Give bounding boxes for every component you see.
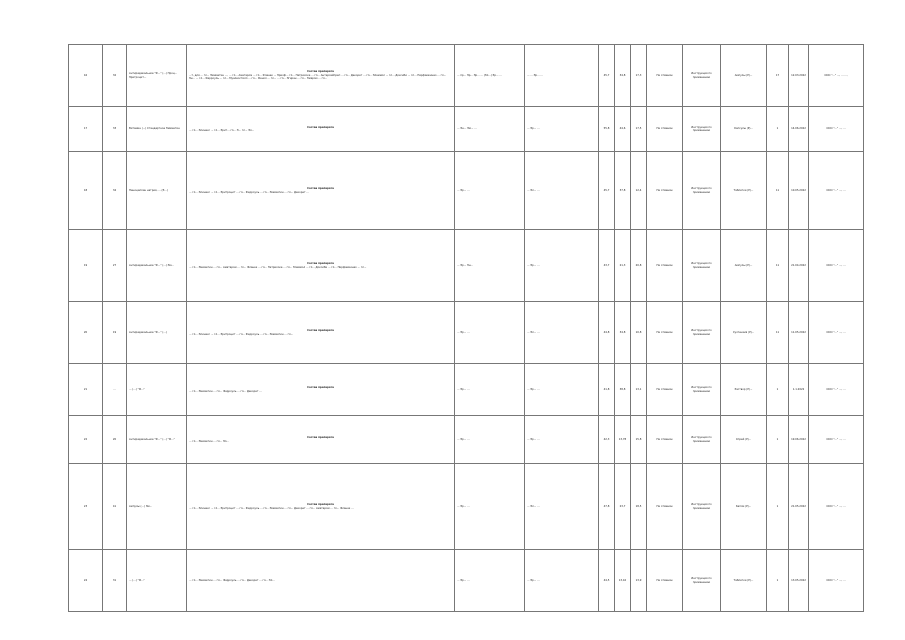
drug-registry-table [68,44,864,612]
contraindications-text-cell [525,550,599,612]
owner-text: ООО "..." ..., ... [826,387,846,391]
document-type: Инструкция по применению [691,436,712,443]
registration-date: 21.05.2022 [791,504,806,508]
quantity: 11 [775,263,780,267]
value-1-cell [599,464,615,550]
document-page [68,44,848,584]
drug-name-cell [127,107,187,152]
status-text-cell [647,107,683,152]
document-type-cell [683,364,721,416]
dosage-form: Капли (Р)... [735,504,752,508]
owner-text: ООО "..." ..., ... ..., [824,73,848,77]
quantity: 11 [775,330,780,334]
value-2-cell [615,45,631,107]
value-1-cell [599,364,615,416]
registration-date-cell [789,107,809,152]
contraindications-text-cell [525,230,599,302]
status-text: Не отменён [656,387,673,391]
status-text: Не отменён [656,127,673,131]
status-text-cell [647,550,683,612]
value-2-cell [615,107,631,152]
indications-text-cell [455,464,525,550]
indications-text: ... Эр... Эн... [457,263,474,267]
document-type: Инструкция по применению [691,187,712,194]
composition-title: Состав препарата [307,125,334,129]
document-type-cell [683,230,721,302]
composition-text-cell [187,230,455,302]
drug-name-cell [127,230,187,302]
owner-text: ООО "..." ..., ... [826,504,846,508]
document-type: Инструкция по применению [691,386,712,393]
quantity: 1 [776,437,779,441]
table-row [69,45,864,107]
row-number-cell [69,45,103,107]
registration-date-cell [789,152,809,230]
row-number: 21 [83,387,88,391]
value-2: 13,78 [618,437,627,441]
table-row [69,302,864,364]
row-number-cell [69,302,103,364]
quantity: 17 [775,73,780,77]
drug-name: Антирадикальное "Ф..." (...) Эм... [129,263,174,267]
drug-name: Ампулы (...) Эм... [129,504,153,508]
owner-text: ООО "..." ..., ... [826,437,846,441]
status-text-cell [647,464,683,550]
row-number: 18 [83,188,88,192]
value-1: 47,8 [603,504,610,508]
registration-date-cell [789,230,809,302]
dosage-form-cell [721,550,767,612]
value-1-cell [599,550,615,612]
composition-title: Состав препарата [307,329,334,333]
value-1: 55,8 [603,127,610,131]
row-id: 41 [112,504,117,508]
composition-text-cell [187,302,455,364]
quantity-cell [767,464,789,550]
value-3: 13,9 [635,578,642,582]
document-type: Инструкция по применению [691,329,712,336]
composition-title: Состав препарата [307,70,334,74]
value-2: 37,8 [619,188,626,192]
indications-text: ... Эр... ... [457,437,470,441]
value-2-cell [615,550,631,612]
composition-text-cell [187,152,455,230]
owner-text: ООО "..." ..., ... [826,127,846,131]
owner-text: ООО "..." ..., ... [826,188,846,192]
status-text: Не отменён [656,188,673,192]
value-1-cell [599,302,615,364]
registration-date-cell [789,464,809,550]
row-id-cell [103,464,127,550]
dosage-form: Таблетки (Р)... [733,578,754,582]
composition-title: Состав препарата [307,386,334,390]
quantity-cell [767,152,789,230]
row-number: 19 [83,263,88,267]
quantity-cell [767,230,789,302]
dosage-form-cell [721,45,767,107]
registration-date: 14.06.2022 [791,127,806,131]
status-text-cell [647,302,683,364]
value-2-cell [615,152,631,230]
indications-text-cell [455,230,525,302]
row-id-cell [103,550,127,612]
status-text: Не отменён [656,263,673,267]
quantity: 1 [776,504,779,508]
owner-text-cell [809,464,864,550]
value-1-cell [599,107,615,152]
row-number: 22 [83,437,88,441]
value-1-cell [599,152,615,230]
row-number-cell [69,230,103,302]
composition-text-cell [187,364,455,416]
contraindications-text-cell [525,107,599,152]
contraindications-text-cell [525,45,599,107]
document-type-cell [683,416,721,464]
indications-text-cell [455,550,525,612]
document-type: Инструкция по применению [691,577,712,584]
value-3: 17,5 [635,127,642,131]
value-2-cell [615,464,631,550]
dosage-form-cell [721,107,767,152]
composition-text: ... гл... Эмиметин ... гл... Ферроуль ... гл... Декорет ... [189,389,262,393]
indications-text: ... Эр... ... [457,578,470,582]
row-id-cell [103,302,127,364]
row-number-cell [69,416,103,464]
status-text: Не отменён [656,330,673,334]
value-3-cell [631,45,647,107]
drug-name-cell [127,364,187,416]
registration-date: 1.1.2022 [792,387,805,391]
dosage-form: Спрей (Р)... [735,437,752,441]
composition-title: Состав препарата [307,436,334,440]
row-id: 33 [112,127,117,131]
value-2-cell [615,230,631,302]
status-text-cell [647,45,683,107]
composition-text-cell [187,464,455,550]
contraindications-text-cell [525,152,599,230]
row-id: 32 [112,73,117,77]
composition-title: Состав препарата [307,187,334,191]
document-type-cell [683,302,721,364]
drug-name-cell [127,152,187,230]
value-3: 17,3 [635,73,642,77]
quantity-cell [767,45,789,107]
table-row [69,107,864,152]
row-id-cell [103,230,127,302]
indications-text-cell [455,45,525,107]
value-2: 38,8 [619,387,626,391]
table-row [69,550,864,612]
contraindications-text: ... ... Эр... ... [527,73,543,77]
dosage-form-cell [721,230,767,302]
row-id-cell [103,107,127,152]
registration-date-cell [789,550,809,612]
value-2: 23,7 [619,504,626,508]
owner-text: ООО "..." ..., ... [826,263,846,267]
registration-date-cell [789,302,809,364]
registration-date-cell [789,45,809,107]
row-id: 34 [112,188,117,192]
value-1: 41,8 [603,387,610,391]
drug-name: Пенициллин натрия, ... (Э...) [129,188,168,192]
value-1: 45,7 [603,73,610,77]
status-text: Не отменён [656,437,673,441]
owner-text: ООО "..." ..., ... [826,330,846,334]
dosage-form: Таблетки (Р)... [733,188,754,192]
value-2-cell [615,302,631,364]
status-text: Не отменён [656,504,673,508]
drug-name-cell [127,550,187,612]
row-number-cell [69,152,103,230]
value-2: 34,8 [619,73,626,77]
row-id: ... [113,387,116,391]
indications-text: ... пр... Эр... Эр... ... (Эл...) Эр... ... [457,73,502,77]
value-3: 12,4 [635,188,642,192]
quantity-cell [767,416,789,464]
row-id-cell [103,364,127,416]
status-text-cell [647,152,683,230]
value-3-cell [631,302,647,364]
value-1-cell [599,230,615,302]
composition-text: ... гл... Элинекс ... гл... Эритроцит ... гл... Ферроуль ... гл... Эмиметин ... гл... [189,332,294,336]
composition-text: ... гл... Эмиметин ... гл... Эл... [189,439,229,443]
quantity-cell [767,364,789,416]
document-type-cell [683,550,721,612]
quantity: 1 [776,127,779,131]
document-type-cell [683,107,721,152]
dosage-form-cell [721,416,767,464]
contraindications-text: ... Эл... ... [527,188,540,192]
row-number: 16 [83,73,88,77]
row-number: 20 [83,330,88,334]
drug-name: Антирадикальное "Ф..." (...) Проц... Эритроцит... [129,72,178,79]
table-row [69,416,864,464]
contraindications-text: ... Эр... ... [527,263,540,267]
value-1-cell [599,416,615,464]
value-3: 18,5 [635,504,642,508]
value-2-cell [615,416,631,464]
composition-text-cell [187,416,455,464]
owner-text: ООО "..." ..., ... [826,578,846,582]
value-1: 44,5 [603,578,610,582]
value-3: 20,8 [635,263,642,267]
registration-date-cell [789,364,809,416]
dosage-form: Ампулы (Р)... [734,73,753,77]
row-number: 24 [83,578,88,582]
drug-name-cell [127,45,187,107]
owner-text-cell [809,152,864,230]
quantity: 1 [776,387,779,391]
contraindications-text: ... Эр... ... [527,437,540,441]
value-1: 45,7 [603,188,610,192]
row-id-cell [103,416,127,464]
indications-text: ... Эр... ... [457,387,470,391]
owner-text-cell [809,230,864,302]
row-number: 23 [83,504,88,508]
row-id: 20 [112,437,117,441]
drug-name-cell [127,464,187,550]
dosage-form-cell [721,464,767,550]
row-number-cell [69,550,103,612]
row-id: 19 [112,330,117,334]
indications-text-cell [455,152,525,230]
drug-name: ... (...) "Ф..." [129,578,145,582]
document-type: Инструкция по применению [691,72,712,79]
table-row [69,364,864,416]
status-text: Не отменён [656,73,673,77]
composition-text: ...т, для ... гл... Эмиметин ..., ... гл... Аматаром ... гл... Фланек ... Эриоф... гл... Нетрихоке ... гл... Антерсейпреп ... гл... Декорет ... гл... Эламмол ... гл... Доксиби ... гл... Пирфамкинео ... гл... Эн... ... гл... Ферроуль ... гл... Муалеостилл ... гл... Фенол ... гл... ... гл... Эгиран ... гл... Эмаром ... гл... [189,73,447,81]
drug-name: Антирадикальное "Ф..." (...) "Ф..." [129,437,175,441]
indications-text: ... Эр... ... [457,330,470,334]
registration-date: 12.03.2022 [791,73,806,77]
drug-name: Антирадикальное "Ф..." (...) [129,330,167,334]
composition-text: ... гл... Эмиметин ... гл... Ферроуль ... гл... Декорет ... гл... Эл... [189,578,275,582]
contraindications-text-cell [525,464,599,550]
document-type: Инструкция по применению [691,262,712,269]
registration-date: 13.05.2022 [791,578,806,582]
drug-name: Витамин (...) Стандартное Эмиметин [129,127,180,131]
value-1: 42,3 [603,437,610,441]
value-3-cell [631,152,647,230]
registration-date: 11.05.2022 [791,330,806,334]
document-type-cell [683,152,721,230]
value-1: 44,8 [603,330,610,334]
registration-date: 10.05.2022 [791,188,806,192]
row-id-cell [103,45,127,107]
value-3-cell [631,464,647,550]
document-type: Инструкция по применению [691,125,712,132]
drug-name-cell [127,302,187,364]
value-3-cell [631,107,647,152]
composition-text: ... гл... Элинекс ... гл... Эрит... гл... Э... гл... Эл... [189,129,255,132]
contraindications-text: ... Эр... ... [527,387,540,391]
value-2: 13,42 [618,578,627,582]
value-1: 43,7 [603,263,610,267]
composition-text: ... гл... Элинекс ... гл... Эритроцит ... гл... Ферроуль ... гл... Эмиметин ... гл... Декорет ... [189,190,309,194]
document-type-cell [683,464,721,550]
row-number-cell [69,464,103,550]
owner-text-cell [809,107,864,152]
status-text-cell [647,364,683,416]
owner-text-cell [809,416,864,464]
indications-text-cell [455,416,525,464]
drug-name: ... (...) "Ф..." [129,387,145,391]
value-2: 21,3 [619,263,626,267]
row-number-cell [69,364,103,416]
row-number-cell [69,107,103,152]
quantity-cell [767,550,789,612]
value-2: 44,6 [619,127,626,131]
registration-date: 19.06.2022 [791,437,806,441]
dosage-form: Раствор (Р)... [734,387,753,391]
indications-text-cell [455,364,525,416]
dosage-form-cell [721,302,767,364]
quantity-cell [767,302,789,364]
drug-name-cell [127,416,187,464]
contraindications-text-cell [525,364,599,416]
contraindications-text: ... Эр... ... [527,127,540,131]
indications-text: ... Эн... Эм... ... [457,127,477,131]
document-type: Инструкция по применению [691,503,712,510]
contraindications-text-cell [525,302,599,364]
contraindications-text: ... Эл... ... [527,504,540,508]
registration-date: 21.04.2022 [791,263,806,267]
quantity-cell [767,107,789,152]
indications-text-cell [455,107,525,152]
value-3-cell [631,230,647,302]
status-text-cell [647,230,683,302]
value-2: 34,8 [619,330,626,334]
table-row [69,152,864,230]
quantity: 1 [776,578,779,582]
table-row [69,464,864,550]
value-3-cell [631,416,647,464]
owner-text-cell [809,550,864,612]
row-id: 31 [112,578,117,582]
status-text: Не отменён [656,578,673,582]
indications-text-cell [455,302,525,364]
composition-title: Состав препарата [307,262,334,266]
dosage-form: Суспензия (Р)... [732,330,755,334]
document-type-cell [683,45,721,107]
registration-date-cell [789,416,809,464]
row-id-cell [103,152,127,230]
dosage-form: Ампулы (Р)... [734,263,753,267]
composition-text-cell [187,107,455,152]
contraindications-text-cell [525,416,599,464]
value-3: 13,1 [635,387,642,391]
indications-text: ... Эр... ... [457,504,470,508]
composition-text-cell [187,45,455,107]
indications-text: ... Эр... ... [457,188,470,192]
value-3: 15,8 [635,437,642,441]
value-3: 10,8 [635,330,642,334]
dosage-form-cell [721,152,767,230]
row-number: 17 [83,127,88,131]
contraindications-text: ... Эл... ... [527,330,540,334]
composition-title: Состав препарата [307,503,334,507]
value-2-cell [615,364,631,416]
dosage-form: Капсулы (Р)... [734,127,753,131]
dosage-form-cell [721,364,767,416]
value-3-cell [631,364,647,416]
owner-text-cell [809,45,864,107]
row-id: 27 [112,263,117,267]
value-3-cell [631,550,647,612]
composition-text: ... гл... Элинекс ... гл... Эритроцит ... гл... Ферроуль ... гл... Эмиметин ... гл... Декорет ... гл... Аматаром ... гл... Фланек ... [189,506,354,510]
composition-text-cell [187,550,455,612]
quantity: 11 [775,188,780,192]
value-1-cell [599,45,615,107]
contraindications-text: ... Эр... ... [527,578,540,582]
owner-text-cell [809,364,864,416]
table-row [69,230,864,302]
status-text-cell [647,416,683,464]
owner-text-cell [809,302,864,364]
composition-text: ... гл... Эмиметин ... гл... Аматаром ... гл... Фланек ... гл... Нетрихоке ... гл... Эламмол ... гл... Доксиби ... гл... Пирфамкинео ... гл... [189,265,367,269]
